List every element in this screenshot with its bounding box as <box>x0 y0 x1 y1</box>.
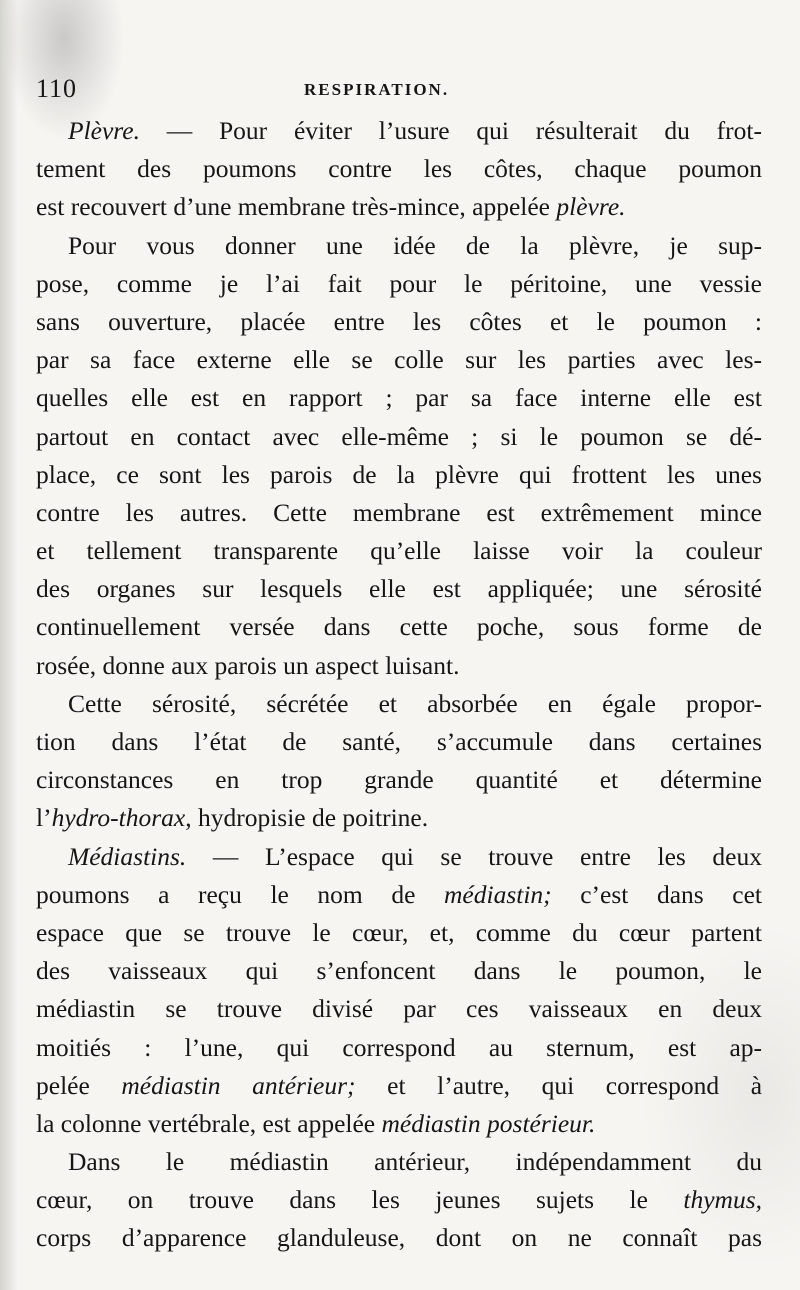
text-segment: et tellement transparente qu’elle laisse voir la couleur <box>36 536 762 566</box>
text-segment: rosée, donne aux parois un aspect luisant. <box>36 650 460 680</box>
text-line <box>36 608 762 646</box>
text-segment: pose, comme je l’ai fait pour le péritoine, une vessie <box>36 268 762 298</box>
text-line <box>36 914 762 952</box>
text-segment: , hydropisie de poitrine. <box>185 803 429 833</box>
text-line <box>36 112 762 150</box>
text-segment: des vaisseaux qui s’enfoncent dans le poumon, le <box>36 956 762 986</box>
text-line <box>36 1029 762 1067</box>
italic-text: Plèvre. <box>68 116 140 145</box>
text-line <box>36 494 762 532</box>
italic-text: médiastin antérieur; <box>121 1070 356 1100</box>
body-text <box>36 112 762 1258</box>
text-line <box>36 1219 762 1257</box>
text-line <box>36 799 762 837</box>
text-line <box>36 150 762 188</box>
text-segment: et l’autre, qui correspond à <box>355 1070 763 1100</box>
page-number: 110 <box>36 74 78 103</box>
text-segment: — L’espace qui se trouve entre les deux <box>186 841 762 871</box>
text-segment: espace que se trouve le cœur, et, comme du cœur partent <box>36 917 762 947</box>
italic-text: plèvre. <box>556 192 626 222</box>
text-line <box>36 647 762 685</box>
text-segment: — Pour éviter l’usure qui résulterait du frot- <box>139 116 762 145</box>
text-line <box>36 265 762 303</box>
text-line <box>36 1105 762 1143</box>
text-line <box>36 990 762 1028</box>
text-segment: c’est dans cet <box>551 879 762 909</box>
text-segment: sans ouverture, placée entre les côtes et le poumon : <box>36 306 762 336</box>
italic-text: thymus, <box>683 1185 762 1215</box>
italic-text: Médiastins. <box>68 841 187 871</box>
text-line <box>36 341 762 379</box>
text-segment: tion dans l’état de santé, s’accumule dans certaines <box>36 727 762 756</box>
italic-text: hydro-thorax <box>51 803 186 833</box>
text-segment: poumons a reçu le nom de <box>36 879 444 909</box>
text-segment: partout en contact avec elle-même ; si le poumon se dé- <box>36 421 762 451</box>
italic-text: médiastin postérieur. <box>381 1108 596 1138</box>
text-segment: est recouvert d’une membrane très-mince, appelée <box>36 192 557 222</box>
text-line <box>36 379 762 417</box>
text-line <box>36 570 762 608</box>
text-line <box>36 532 762 570</box>
text-segment: par sa face externe elle se colle sur les parties avec les- <box>36 345 762 375</box>
text-segment: moitiés : l’une, qui correspond au sternum, est ap- <box>36 1032 762 1062</box>
text-line <box>36 303 762 341</box>
text-segment: cœur, on trouve dans les jeunes sujets le <box>36 1185 684 1215</box>
running-head <box>36 74 776 108</box>
text-segment: médiastin se trouve divisé par ces vaisseaux en deux <box>36 994 762 1024</box>
text-segment: Cette sérosité, sécrétée et absorbée en égale propor- <box>68 688 762 718</box>
text-line <box>36 1181 762 1219</box>
text-line <box>36 227 762 265</box>
page-gutter-shadow <box>0 0 18 1290</box>
text-line <box>36 1143 762 1181</box>
text-segment: l’ <box>36 803 52 833</box>
text-line <box>36 188 762 226</box>
text-segment: contre les autres. Cette membrane est extrêmement mince <box>36 497 762 527</box>
text-segment: la colonne vertébrale, est appelée <box>36 1108 382 1138</box>
text-segment: Dans le médiastin antérieur, indépendamment du <box>68 1147 762 1177</box>
text-line <box>36 1067 762 1105</box>
text-segment: corps d’apparence glanduleuse, dont on ne connaît pas <box>36 1223 762 1253</box>
text-segment: pelée <box>36 1070 122 1100</box>
text-line <box>36 952 762 990</box>
italic-text: médiastin; <box>444 879 552 909</box>
text-segment: place, ce sont les parois de la plèvre qui frottent les unes <box>36 459 762 489</box>
text-line <box>36 723 762 761</box>
running-title: RESPIRATION. <box>304 80 450 99</box>
text-line <box>36 838 762 876</box>
text-segment: continuellement versée dans cette poche, sous forme de <box>36 612 762 642</box>
text-line <box>36 761 762 799</box>
text-segment: quelles elle est en rapport ; par sa face interne elle est <box>36 383 762 413</box>
text-line <box>36 456 762 494</box>
text-line <box>36 685 762 723</box>
text-segment: tement des poumons contre les côtes, chaque poumon <box>36 154 762 184</box>
text-segment: des organes sur lesquels elle est appliquée; une sérosité <box>36 574 762 604</box>
text-segment: Pour vous donner une idée de la plèvre, je sup- <box>68 230 762 260</box>
text-segment: circonstances en trop grande quantité et détermine <box>36 765 762 795</box>
text-line <box>36 418 762 456</box>
text-line <box>36 876 762 914</box>
